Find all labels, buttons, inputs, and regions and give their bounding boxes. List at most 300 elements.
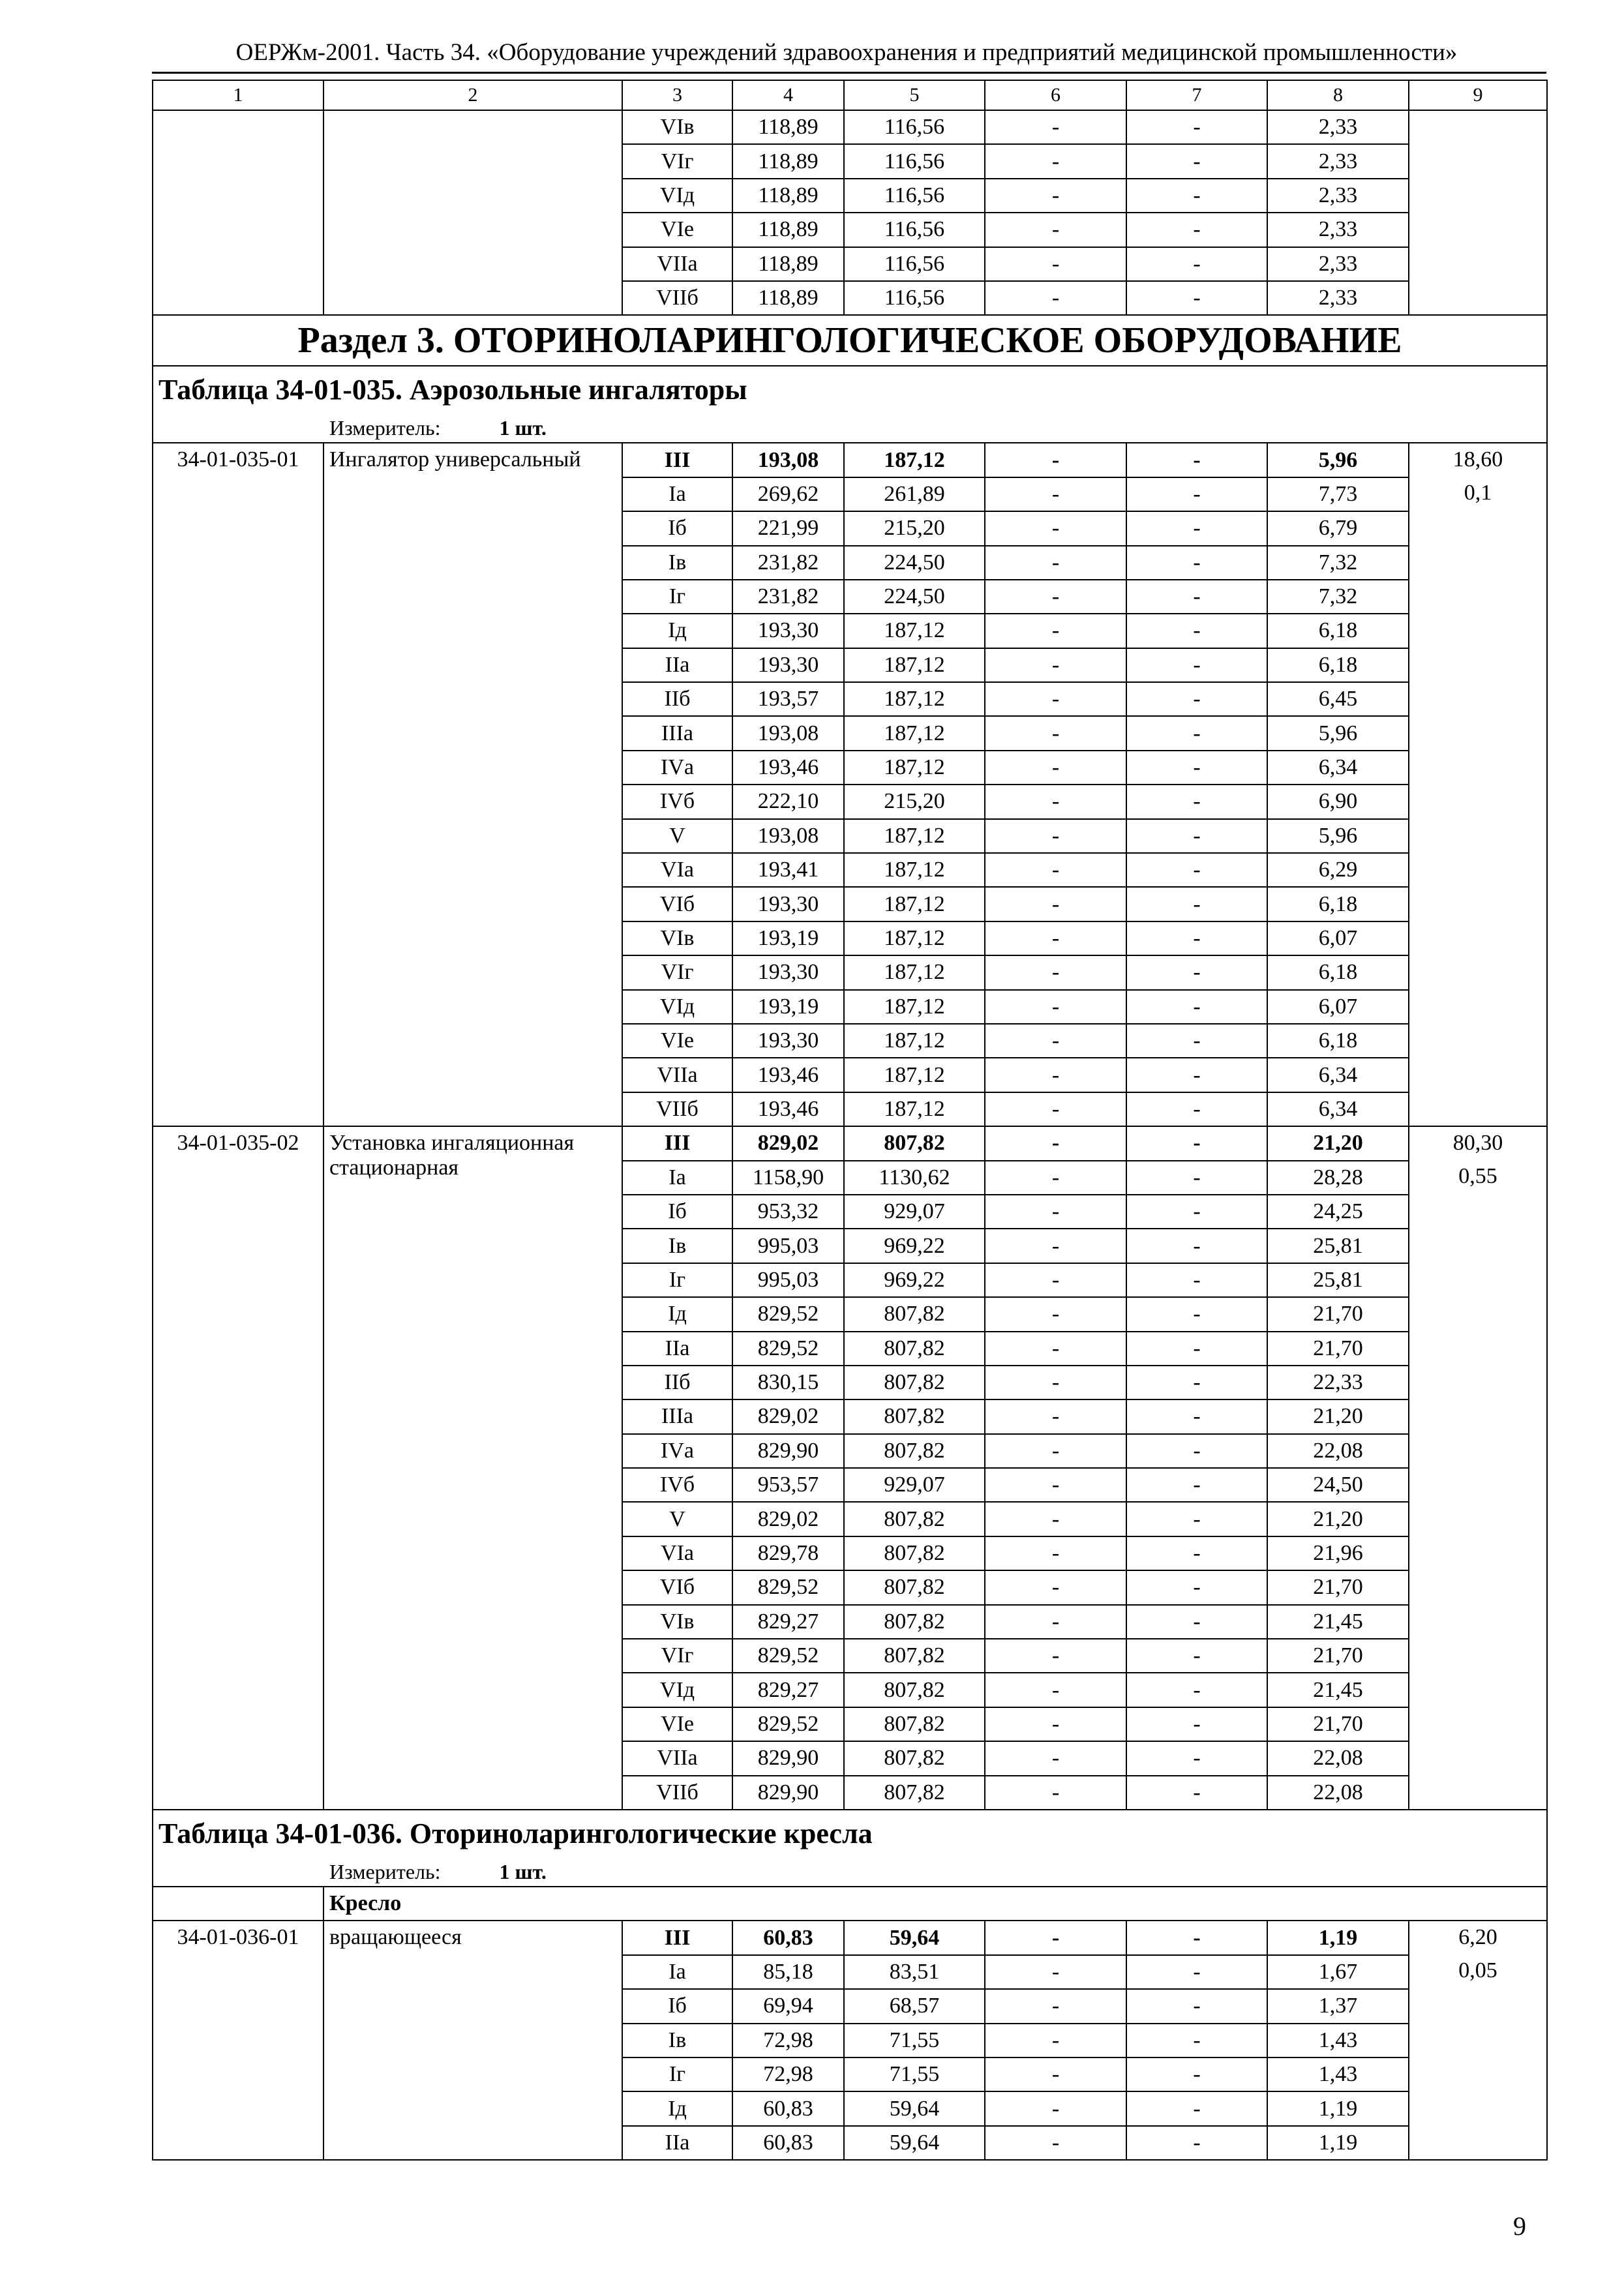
cell-col5: 187,12 xyxy=(844,990,985,1024)
cell-col8: 6,34 xyxy=(1267,751,1409,785)
cell-col5: 116,56 xyxy=(844,179,985,213)
cell-col8: 2,33 xyxy=(1267,213,1409,247)
cell-col8: 5,96 xyxy=(1267,443,1409,477)
section-title-row xyxy=(153,315,1547,366)
cell-col5: 187,12 xyxy=(844,648,985,682)
cell-col7: - xyxy=(1126,1229,1267,1263)
cell-col7: - xyxy=(1126,1332,1267,1366)
cell-col7: - xyxy=(1126,1921,1267,1954)
cell-col7: - xyxy=(1126,614,1267,648)
cell-col8: 6,07 xyxy=(1267,921,1409,955)
cell-col5: 187,12 xyxy=(844,1058,985,1092)
cell-col8: 6,79 xyxy=(1267,511,1409,545)
cell-col7: - xyxy=(1126,1058,1267,1092)
extra-cell xyxy=(1409,110,1547,315)
cell-col5: 187,12 xyxy=(844,443,985,477)
code-cell xyxy=(153,110,323,315)
cell-col6: - xyxy=(985,2091,1126,2125)
cell-col6: - xyxy=(985,648,1126,682)
cell-col3: IVб xyxy=(622,785,732,818)
cell-col5: 116,56 xyxy=(844,247,985,281)
cell-col6: - xyxy=(985,853,1126,887)
cell-col8: 1,19 xyxy=(1267,2091,1409,2125)
cell-col7: - xyxy=(1126,477,1267,511)
cell-col7: - xyxy=(1126,853,1267,887)
cell-col6: - xyxy=(985,682,1126,716)
cell-col7: - xyxy=(1126,1605,1267,1639)
cell-col8: 22,33 xyxy=(1267,1366,1409,1399)
cell-col8: 6,18 xyxy=(1267,887,1409,921)
cell-col6: - xyxy=(985,1058,1126,1092)
cell-col6: - xyxy=(985,1536,1126,1570)
cell-col4: 118,89 xyxy=(732,281,844,315)
cell-col3: IVа xyxy=(622,1434,732,1468)
cell-col8: 22,08 xyxy=(1267,1434,1409,1468)
cell-col6: - xyxy=(985,1921,1126,1954)
cell-col8: 6,45 xyxy=(1267,682,1409,716)
column-number: 4 xyxy=(732,80,844,110)
cell-col7: - xyxy=(1126,1434,1267,1468)
table-title-row xyxy=(153,366,1547,413)
cell-col3: VIIа xyxy=(622,1058,732,1092)
cell-col3: Iа xyxy=(622,477,732,511)
meter-label: Измеритель: xyxy=(329,1859,441,1883)
cell-col8: 6,90 xyxy=(1267,785,1409,818)
cell-col6: - xyxy=(985,1741,1126,1775)
column-number: 9 xyxy=(1409,80,1547,110)
cell-col8: 1,43 xyxy=(1267,2024,1409,2057)
cell-col4: 193,08 xyxy=(732,716,844,750)
cell-col6: - xyxy=(985,955,1126,989)
cell-col8: 6,18 xyxy=(1267,614,1409,648)
cell-col8: 6,34 xyxy=(1267,1058,1409,1092)
cell-col6: - xyxy=(985,1297,1126,1331)
cell-col5: 116,56 xyxy=(844,281,985,315)
cell-col5: 807,82 xyxy=(844,1570,985,1604)
cell-col3: VIIа xyxy=(622,1741,732,1775)
cell-col6: - xyxy=(985,1161,1126,1195)
cell-col3: III xyxy=(622,1921,732,1954)
cell-col3: Iв xyxy=(622,546,732,580)
cell-col8: 21,96 xyxy=(1267,1536,1409,1570)
cell-col6: - xyxy=(985,1468,1126,1502)
cell-col4: 829,02 xyxy=(732,1502,844,1536)
cell-col6: - xyxy=(985,1639,1126,1673)
cell-col7: - xyxy=(1126,213,1267,247)
cell-col4: 85,18 xyxy=(732,1955,844,1989)
cell-col8: 1,19 xyxy=(1267,2126,1409,2160)
extra-cell xyxy=(1409,1921,1547,2160)
cell-col3: VIа xyxy=(622,1536,732,1570)
cell-col7: - xyxy=(1126,1195,1267,1229)
page-number: 9 xyxy=(1513,2211,1526,2241)
cell-col3: VIIб xyxy=(622,1776,732,1810)
cell-col4: 269,62 xyxy=(732,477,844,511)
cell-col4: 193,30 xyxy=(732,1024,844,1058)
cell-col3: VIIа xyxy=(622,247,732,281)
column-number: 7 xyxy=(1126,80,1267,110)
cell-col6: - xyxy=(985,785,1126,818)
cell-col5: 807,82 xyxy=(844,1502,985,1536)
cell-col7: - xyxy=(1126,247,1267,281)
cell-col6: - xyxy=(985,1263,1126,1297)
cell-col4: 69,94 xyxy=(732,1989,844,2023)
cell-col5: 929,07 xyxy=(844,1195,985,1229)
cell-col7: - xyxy=(1126,1536,1267,1570)
cell-col6: - xyxy=(985,2126,1126,2160)
table-row xyxy=(153,443,1547,477)
cell-col3: VIб xyxy=(622,1570,732,1604)
cell-col3: Iг xyxy=(622,2057,732,2091)
cell-col7: - xyxy=(1126,1126,1267,1160)
item-name: вращающееся xyxy=(323,1921,622,2160)
cell-col6: - xyxy=(985,751,1126,785)
cell-col6: - xyxy=(985,1955,1126,1989)
table-row xyxy=(153,1921,1547,1954)
cell-col4: 995,03 xyxy=(732,1229,844,1263)
cell-col3: V xyxy=(622,819,732,853)
cell-col4: 193,19 xyxy=(732,921,844,955)
cell-col5: 215,20 xyxy=(844,511,985,545)
cell-col3: Iв xyxy=(622,2024,732,2057)
cell-col6: - xyxy=(985,921,1126,955)
cell-col6: - xyxy=(985,1989,1126,2023)
cell-col6: - xyxy=(985,179,1126,213)
cell-col3: VIе xyxy=(622,213,732,247)
cell-col3: VIг xyxy=(622,955,732,989)
cell-col7: - xyxy=(1126,546,1267,580)
cell-col3: VIе xyxy=(622,1707,732,1741)
cell-col7: - xyxy=(1126,1092,1267,1126)
page-header: ОЕРЖм-2001. Часть 34. «Оборудование учреждений здравоохранения и предприятий медицинской промышленности» xyxy=(235,39,1458,66)
cell-col7: - xyxy=(1126,785,1267,818)
cell-col5: 187,12 xyxy=(844,921,985,955)
cell-col7: - xyxy=(1126,2057,1267,2091)
cell-col6: - xyxy=(985,1092,1126,1126)
cell-col3: IIа xyxy=(622,1332,732,1366)
cell-col7: - xyxy=(1126,1297,1267,1331)
cell-col8: 21,70 xyxy=(1267,1570,1409,1604)
cell-col7: - xyxy=(1126,2126,1267,2160)
cell-col7: - xyxy=(1126,1024,1267,1058)
cell-col5: 187,12 xyxy=(844,887,985,921)
extra-value: 0,55 xyxy=(1458,1163,1497,1188)
cell-col3: VIв xyxy=(622,921,732,955)
cell-col4: 193,30 xyxy=(732,648,844,682)
item-name: Установка ингаляционная стационарная xyxy=(323,1126,622,1810)
cell-col5: 261,89 xyxy=(844,477,985,511)
cell-col5: 187,12 xyxy=(844,853,985,887)
cell-col7: - xyxy=(1126,110,1267,144)
cell-col4: 118,89 xyxy=(732,110,844,144)
cell-col3: VIв xyxy=(622,1605,732,1639)
cell-col4: 222,10 xyxy=(732,785,844,818)
cell-col5: 187,12 xyxy=(844,1024,985,1058)
cell-col6: - xyxy=(985,213,1126,247)
cell-col4: 231,82 xyxy=(732,546,844,580)
cell-col8: 6,18 xyxy=(1267,648,1409,682)
cell-col4: 60,83 xyxy=(732,2126,844,2160)
cell-col4: 829,27 xyxy=(732,1605,844,1639)
cell-col5: 187,12 xyxy=(844,819,985,853)
cell-col5: 807,82 xyxy=(844,1605,985,1639)
cell-col5: 929,07 xyxy=(844,1468,985,1502)
cell-col8: 2,33 xyxy=(1267,281,1409,315)
cell-col8: 7,32 xyxy=(1267,580,1409,614)
cell-col3: VIIб xyxy=(622,1092,732,1126)
cell-col8: 1,19 xyxy=(1267,1921,1409,1954)
cell-col5: 187,12 xyxy=(844,682,985,716)
cell-col7: - xyxy=(1126,1741,1267,1775)
cell-col7: - xyxy=(1126,751,1267,785)
cell-col8: 21,45 xyxy=(1267,1605,1409,1639)
cell-col6: - xyxy=(985,1434,1126,1468)
cell-col5: 807,82 xyxy=(844,1741,985,1775)
cell-col7: - xyxy=(1126,1502,1267,1536)
cell-col6: - xyxy=(985,144,1126,178)
cell-col7: - xyxy=(1126,144,1267,178)
cell-col8: 7,32 xyxy=(1267,546,1409,580)
cell-col6: - xyxy=(985,1195,1126,1229)
cell-col4: 60,83 xyxy=(732,2091,844,2125)
code-cell xyxy=(153,1887,323,1921)
cell-col6: - xyxy=(985,1673,1126,1707)
cell-col6: - xyxy=(985,443,1126,477)
cell-col7: - xyxy=(1126,819,1267,853)
cell-col5: 187,12 xyxy=(844,716,985,750)
cell-col5: 116,56 xyxy=(844,144,985,178)
cell-col5: 807,82 xyxy=(844,1639,985,1673)
cell-col3: Iг xyxy=(622,1263,732,1297)
cell-col3: IIIа xyxy=(622,716,732,750)
cell-col8: 21,20 xyxy=(1267,1126,1409,1160)
cell-col8: 5,96 xyxy=(1267,716,1409,750)
column-number: 8 xyxy=(1267,80,1409,110)
cell-col7: - xyxy=(1126,1673,1267,1707)
cell-col4: 953,32 xyxy=(732,1195,844,1229)
cell-col7: - xyxy=(1126,580,1267,614)
cell-col5: 68,57 xyxy=(844,1989,985,2023)
cell-col6: - xyxy=(985,1024,1126,1058)
cell-col7: - xyxy=(1126,716,1267,750)
cell-col5: 969,22 xyxy=(844,1263,985,1297)
cell-col3: Iа xyxy=(622,1955,732,1989)
table-row xyxy=(153,110,1547,144)
cell-col5: 59,64 xyxy=(844,2091,985,2125)
table-title: Таблица 34-01-035. Аэрозольные ингаляторы xyxy=(153,366,1547,413)
cell-col4: 118,89 xyxy=(732,213,844,247)
cell-col5: 807,82 xyxy=(844,1673,985,1707)
cell-col6: - xyxy=(985,2057,1126,2091)
cell-col6: - xyxy=(985,819,1126,853)
cell-col4: 193,46 xyxy=(732,751,844,785)
cell-col5: 807,82 xyxy=(844,1776,985,1810)
cell-col4: 193,46 xyxy=(732,1092,844,1126)
cell-col4: 829,52 xyxy=(732,1639,844,1673)
name-cell xyxy=(323,110,622,315)
cell-col8: 24,50 xyxy=(1267,1468,1409,1502)
cell-col3: VIг xyxy=(622,144,732,178)
cell-col8: 6,29 xyxy=(1267,853,1409,887)
cell-col6: - xyxy=(985,1570,1126,1604)
cell-col8: 25,81 xyxy=(1267,1229,1409,1263)
column-number: 5 xyxy=(844,80,985,110)
cell-col4: 193,08 xyxy=(732,819,844,853)
cell-col6: - xyxy=(985,110,1126,144)
cell-col5: 224,50 xyxy=(844,546,985,580)
cell-col7: - xyxy=(1126,281,1267,315)
item-code: 34-01-035-02 xyxy=(153,1126,323,1810)
cell-col6: - xyxy=(985,614,1126,648)
cell-col8: 21,20 xyxy=(1267,1399,1409,1433)
cell-col3: VIIб xyxy=(622,281,732,315)
cell-col5: 59,64 xyxy=(844,1921,985,1954)
cell-col8: 6,34 xyxy=(1267,1092,1409,1126)
cell-col5: 83,51 xyxy=(844,1955,985,1989)
cell-col3: III xyxy=(622,1126,732,1160)
column-number: 3 xyxy=(622,80,732,110)
cell-col3: VIд xyxy=(622,1673,732,1707)
cell-col8: 28,28 xyxy=(1267,1161,1409,1195)
meter-label: Измеритель: xyxy=(329,416,441,440)
cell-col4: 118,89 xyxy=(732,179,844,213)
meter-cell xyxy=(153,1857,1547,1887)
cell-col3: IIIа xyxy=(622,1399,732,1433)
cell-col4: 193,19 xyxy=(732,990,844,1024)
cell-col6: - xyxy=(985,1399,1126,1433)
meter-unit: 1 шт. xyxy=(499,416,547,440)
cell-col3: VIе xyxy=(622,1024,732,1058)
cell-col3: Iд xyxy=(622,2091,732,2125)
cell-col8: 7,73 xyxy=(1267,477,1409,511)
cell-col8: 24,25 xyxy=(1267,1195,1409,1229)
cell-col3: VIд xyxy=(622,990,732,1024)
cell-col3: V xyxy=(622,1502,732,1536)
cell-col5: 116,56 xyxy=(844,213,985,247)
cell-col7: - xyxy=(1126,990,1267,1024)
cell-col8: 21,70 xyxy=(1267,1707,1409,1741)
cell-col8: 22,08 xyxy=(1267,1776,1409,1810)
meter-cell xyxy=(153,413,1547,443)
cell-col8: 21,45 xyxy=(1267,1673,1409,1707)
table-row xyxy=(153,1126,1547,1160)
cell-col4: 829,90 xyxy=(732,1776,844,1810)
cell-col7: - xyxy=(1126,887,1267,921)
cell-col5: 224,50 xyxy=(844,580,985,614)
subheading: Кресло xyxy=(323,1887,1547,1921)
cell-col3: IVа xyxy=(622,751,732,785)
cell-col6: - xyxy=(985,1502,1126,1536)
cell-col4: 193,30 xyxy=(732,614,844,648)
cell-col7: - xyxy=(1126,1570,1267,1604)
column-number: 6 xyxy=(985,80,1126,110)
cell-col4: 829,52 xyxy=(732,1707,844,1741)
cell-col6: - xyxy=(985,1366,1126,1399)
cell-col4: 231,82 xyxy=(732,580,844,614)
header-rule xyxy=(152,72,1546,74)
rates-table xyxy=(152,80,1548,2161)
cell-col6: - xyxy=(985,546,1126,580)
cell-col7: - xyxy=(1126,1366,1267,1399)
cell-col8: 2,33 xyxy=(1267,247,1409,281)
cell-col3: VIг xyxy=(622,1639,732,1673)
cell-col3: Iд xyxy=(622,1297,732,1331)
cell-col3: IIа xyxy=(622,648,732,682)
meter-row xyxy=(153,413,1547,443)
cell-col7: - xyxy=(1126,1989,1267,2023)
cell-col6: - xyxy=(985,580,1126,614)
cell-col6: - xyxy=(985,1605,1126,1639)
cell-col4: 830,15 xyxy=(732,1366,844,1399)
cell-col4: 193,57 xyxy=(732,682,844,716)
cell-col5: 807,82 xyxy=(844,1126,985,1160)
cell-col8: 6,18 xyxy=(1267,955,1409,989)
cell-col8: 1,43 xyxy=(1267,2057,1409,2091)
cell-col4: 193,08 xyxy=(732,443,844,477)
cell-col4: 829,52 xyxy=(732,1570,844,1604)
cell-col7: - xyxy=(1126,955,1267,989)
cell-col6: - xyxy=(985,281,1126,315)
cell-col4: 72,98 xyxy=(732,2057,844,2091)
cell-col3: Iд xyxy=(622,614,732,648)
cell-col7: - xyxy=(1126,2024,1267,2057)
cell-col8: 1,37 xyxy=(1267,1989,1409,2023)
cell-col4: 193,30 xyxy=(732,955,844,989)
extra-cell xyxy=(1409,443,1547,1126)
cell-col4: 193,46 xyxy=(732,1058,844,1092)
cell-col7: - xyxy=(1126,443,1267,477)
column-number: 2 xyxy=(323,80,622,110)
cell-col7: - xyxy=(1126,2091,1267,2125)
extra-cell xyxy=(1409,1126,1547,1810)
cell-col3: Iв xyxy=(622,1229,732,1263)
cell-col7: - xyxy=(1126,682,1267,716)
column-number-row xyxy=(153,80,1547,110)
cell-col5: 187,12 xyxy=(844,751,985,785)
cell-col3: IIб xyxy=(622,1366,732,1399)
cell-col4: 829,90 xyxy=(732,1741,844,1775)
cell-col4: 829,52 xyxy=(732,1297,844,1331)
cell-col4: 221,99 xyxy=(732,511,844,545)
cell-col8: 6,07 xyxy=(1267,990,1409,1024)
cell-col8: 21,70 xyxy=(1267,1332,1409,1366)
cell-col5: 807,82 xyxy=(844,1536,985,1570)
cell-col3: VIв xyxy=(622,110,732,144)
cell-col8: 5,96 xyxy=(1267,819,1409,853)
cell-col7: - xyxy=(1126,1776,1267,1810)
table-title-row xyxy=(153,1810,1547,1857)
cell-col4: 829,52 xyxy=(732,1332,844,1366)
cell-col7: - xyxy=(1126,921,1267,955)
cell-col5: 807,82 xyxy=(844,1707,985,1741)
cell-col6: - xyxy=(985,990,1126,1024)
cell-col7: - xyxy=(1126,648,1267,682)
extra-value: 18,60 xyxy=(1452,447,1503,472)
cell-col3: III xyxy=(622,443,732,477)
cell-col6: - xyxy=(985,1707,1126,1741)
cell-col3: VIа xyxy=(622,853,732,887)
column-number: 1 xyxy=(153,80,323,110)
cell-col5: 187,12 xyxy=(844,614,985,648)
cell-col5: 71,55 xyxy=(844,2057,985,2091)
cell-col4: 829,78 xyxy=(732,1536,844,1570)
cell-col6: - xyxy=(985,2024,1126,2057)
meter-unit: 1 шт. xyxy=(499,1859,547,1883)
item-code: 34-01-036-01 xyxy=(153,1921,323,2160)
cell-col5: 807,82 xyxy=(844,1399,985,1433)
cell-col8: 21,70 xyxy=(1267,1297,1409,1331)
cell-col3: IIб xyxy=(622,682,732,716)
